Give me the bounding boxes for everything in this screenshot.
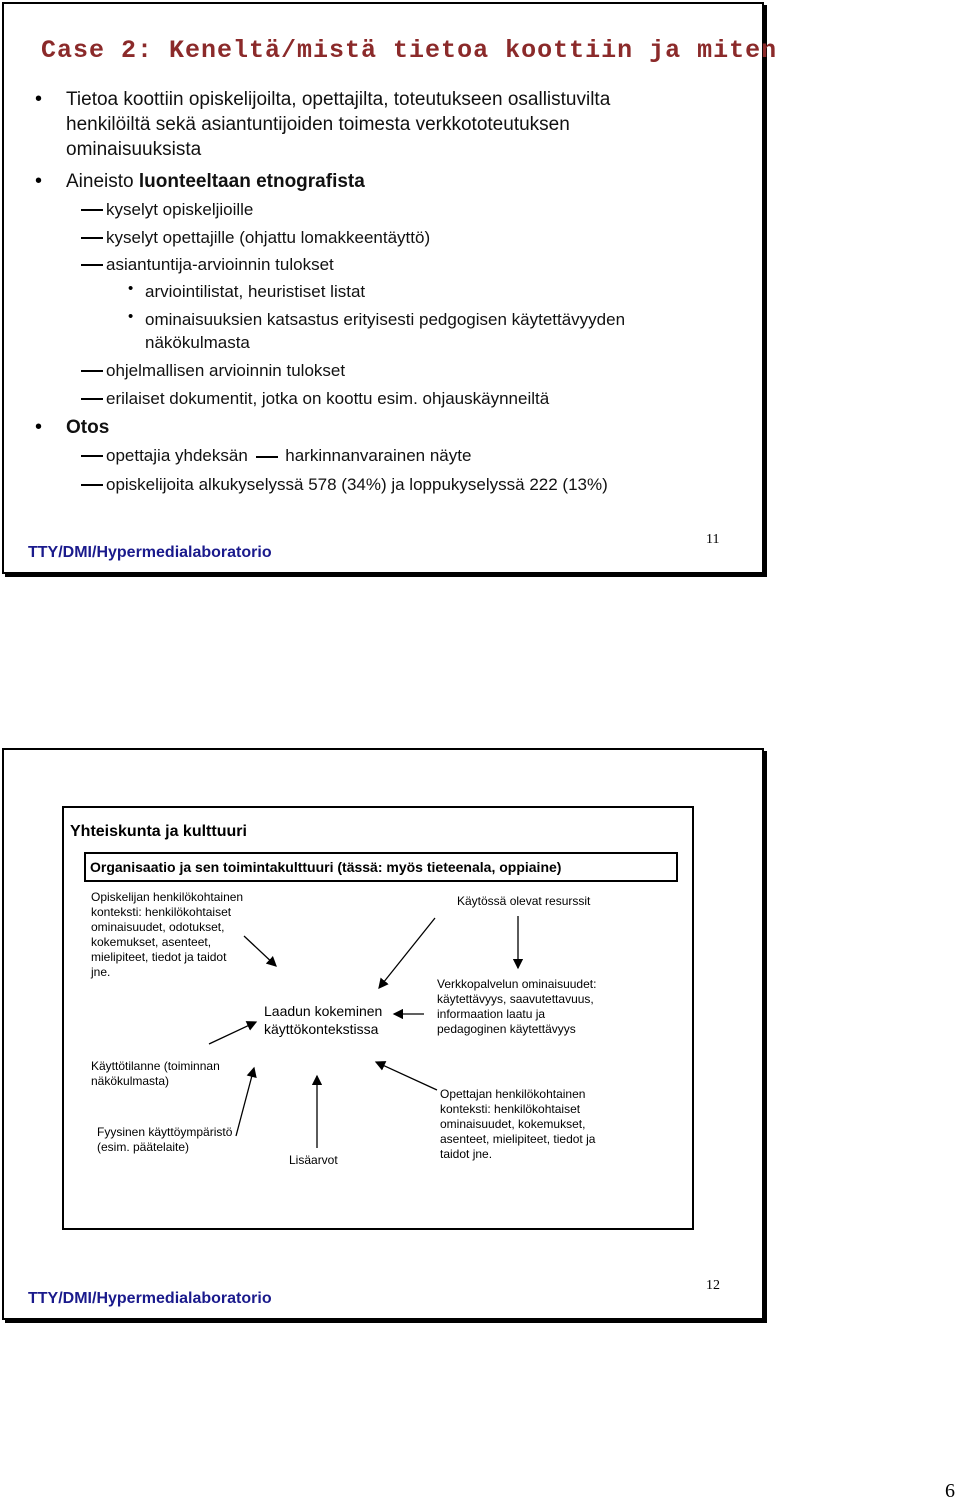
text-line: Laadun kokeminen [264,1003,383,1019]
text-line: mielipiteet, tiedot ja taidot [91,950,227,964]
otos-sample: harkinnanvarainen näyte [285,446,472,465]
page-number: 12 [706,1278,720,1293]
dash-marker [81,455,103,457]
text-line: kokemukset, asenteet, [91,935,212,949]
slide-12 [2,748,764,1320]
added-value-text: Lisäarvot [289,1153,338,1167]
text-line: käyttökontekstissa [264,1021,379,1037]
text-line: (esim. päätelaite) [97,1140,190,1154]
page-number: 11 [706,532,720,547]
dash-marker [81,398,103,400]
dash-marker [81,484,103,486]
aineisto-label: Aineisto [66,171,134,192]
dash-marker [81,264,103,266]
bullet-marker: • [35,416,43,438]
text-line: käytettävyys, saavutettavuus, [437,992,594,1006]
diagram-arrows [4,750,762,1318]
text-line: kyselyt opiskeljioille [106,200,254,219]
text-line: näkökulmasta [145,333,250,352]
text-line: erilaiset dokumentit, jotka on koottu esim. ohjauskäynneiltä [106,389,550,408]
slide-11 [2,2,778,574]
text-line: näkökulmasta) [91,1074,170,1088]
text-line: Opettajan henkilökohtainen [440,1087,586,1101]
text-line: taidot jne. [440,1147,493,1161]
text-line: kyselyt opettajille (ohjattu lomakkeentäyttö) [106,228,431,247]
arrow-resources-to-center [379,918,435,988]
text-line: pedagoginen käytettävyys [437,1022,576,1036]
text-line: Verkkopalvelun ominaisuudet: [437,977,597,991]
slide-footer: TTY/DMI/Hypermedialaboratorio [28,544,272,561]
bullet-marker: • [128,308,134,325]
text-line: henkilöiltä sekä asiantuntijoiden toimesta verkkototeutuksen [66,114,570,135]
text-line: asenteet, mielipiteet, tiedot ja [440,1132,596,1146]
text-line: Fyysinen käyttöympäristö [97,1125,233,1139]
text-line: ominaisuudet, kokemukset, [440,1117,586,1131]
slide-title: Case 2: Keneltä/mistä tietoa koottiin ja miten [41,36,778,65]
text-line: arviointilistat, heuristiset listat [145,282,366,301]
society-culture-label: Yhteiskunta ja kulttuuri [70,823,247,840]
text-line: Otos [66,417,110,438]
text-line: ominaisuudet, odotukset, [91,920,225,934]
dash-marker [81,370,103,372]
bullet-marker: • [35,88,43,110]
text-line: opiskelijoita alkukyselyssä 578 (34%) ja loppukyselyssä 222 (13%) [106,475,608,494]
arrow-teacher-to-center [376,1062,437,1090]
bullet-marker: • [35,170,43,192]
dash-separator [256,456,278,458]
arrow-physical-to-center [236,1068,254,1136]
otos-teachers: opettajia yhdeksän [106,446,248,465]
dash-marker [81,237,103,239]
bullet-marker: • [128,280,134,297]
text-line: asiantuntija-arvioinnin tulokset [106,255,334,274]
text-line: Opiskelijan henkilökohtainen [91,890,244,904]
text-line: ominaisuuksien katsastus erityisesti pedgogisen käytettävyyden [145,310,626,329]
text-line: informaation laatu ja [437,1007,546,1021]
organisation-label: Organisaatio ja sen toimintakulttuuri (tässä: myös tieteenala, oppiaine) [90,859,562,875]
arrow-student-to-center [244,936,276,966]
resources-text: Käytössä olevat resurssit [457,894,591,908]
dash-marker [81,209,103,211]
text-line: jne. [91,965,111,979]
text-line [106,444,471,468]
text-line: ohjelmallisen arvioinnin tulokset [106,361,346,380]
slide-footer: TTY/DMI/Hypermedialaboratorio [28,1290,272,1307]
aineisto-emphasis: luonteeltaan etnografista [138,171,365,192]
text-line: konteksti: henkilökohtaiset [440,1102,581,1116]
text-line: Tietoa koottiin opiskelijoilta, opettajilta, toteutukseen osallistuvilta [66,89,611,110]
text-line: Käyttötilanne (toiminnan [91,1059,220,1073]
arrow-usage-to-center [209,1022,256,1044]
text-line: konteksti: henkilökohtaiset [91,905,232,919]
document-page-number: 6 [945,1480,955,1502]
text-line [66,170,365,194]
text-line: ominaisuuksista [66,139,202,160]
